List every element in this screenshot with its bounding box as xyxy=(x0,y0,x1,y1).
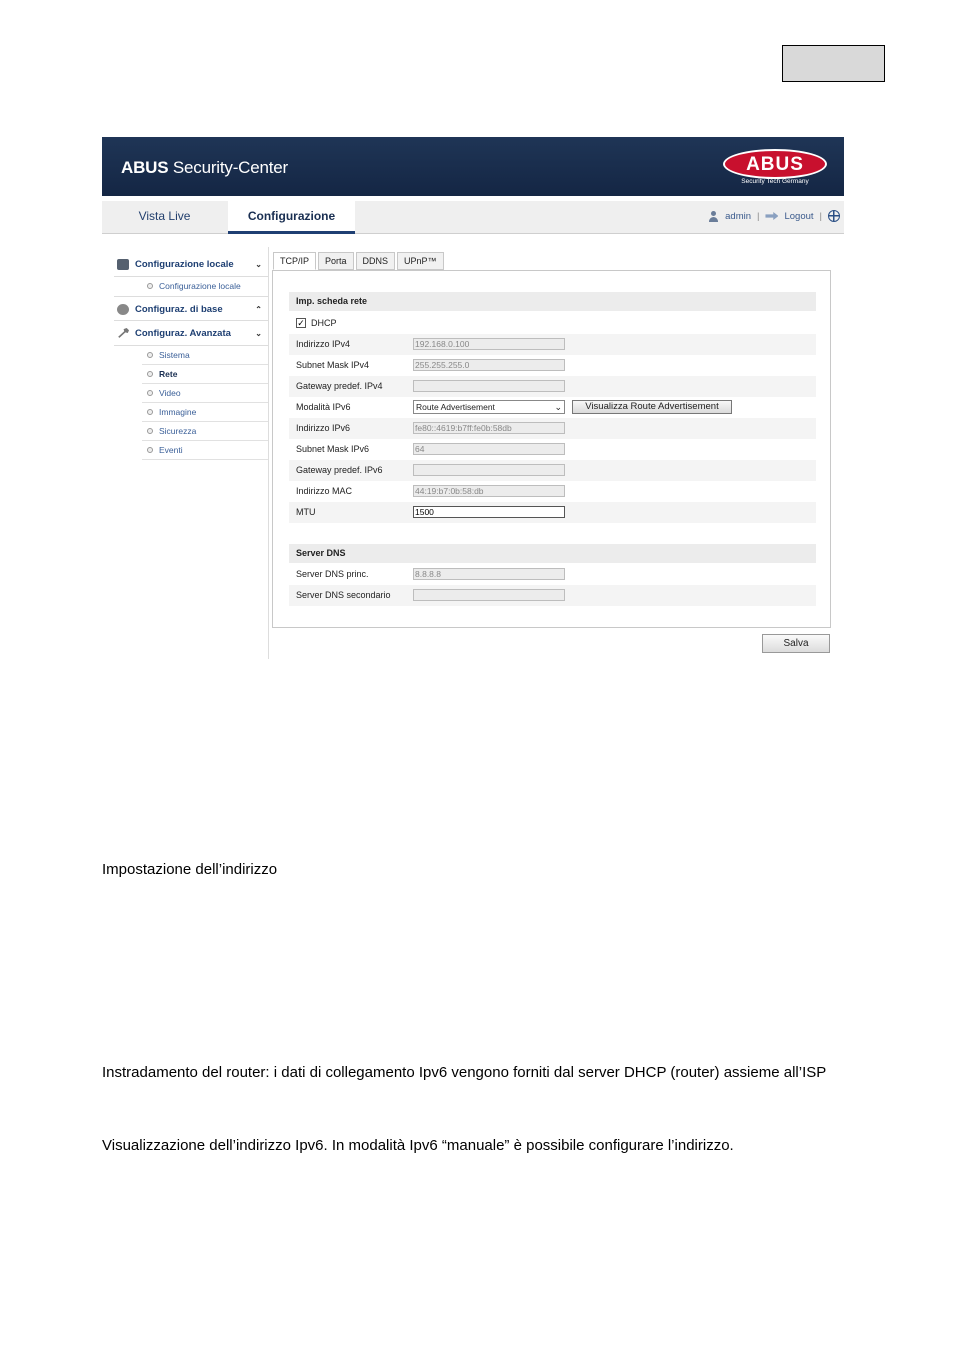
sidebar-group-basic-config[interactable]: Configuraz. di base ⌃ xyxy=(114,296,268,321)
gateway6-row: Gateway predef. IPv6 xyxy=(289,460,816,481)
user-area xyxy=(708,210,840,222)
ipv6-description: Visualizzazione dell’indirizzo Ipv6. In modalità Ipv6 “manuale” è possibile configurare l’indirizzo. xyxy=(102,1137,734,1154)
wrench-icon xyxy=(117,328,129,339)
mask4-row: Subnet Mask IPv4 255.255.255.0 xyxy=(289,355,816,376)
save-button[interactable]: Salva xyxy=(762,634,830,653)
logout-icon xyxy=(765,212,778,220)
nav-tab-configuration[interactable]: Configurazione xyxy=(228,201,355,234)
subnet-mask-ipv6-field[interactable]: 64 xyxy=(413,443,565,455)
dhcp-label: DHCP xyxy=(311,318,337,328)
page-number-box xyxy=(782,45,885,82)
mac-address-field[interactable]: 44:19:b7:0b:58:db xyxy=(413,485,565,497)
dns-primary-field[interactable]: 8.8.8.8 xyxy=(413,568,565,580)
separator: | xyxy=(757,210,760,222)
ipv6-field[interactable]: fe80::4619:b7ff:fe0b:58db xyxy=(413,422,565,434)
globe-icon[interactable] xyxy=(828,210,840,222)
gateway-ipv6-field[interactable] xyxy=(413,464,565,476)
dns-secondary-row: Server DNS secondario xyxy=(289,585,816,606)
sidebar-divider xyxy=(268,247,269,659)
sidebar xyxy=(114,252,268,460)
dns-section-title: Server DNS xyxy=(289,544,816,563)
ipv6-mode-row: Modalità IPv6 Route Advertisement ⌄ Visualizza Route Advertisement xyxy=(289,397,816,418)
bullet-icon xyxy=(147,352,153,358)
network-section-title: Imp. scheda rete xyxy=(289,292,816,311)
tab-port[interactable]: Porta xyxy=(318,252,354,270)
app-brand: ABUS Security-Center xyxy=(121,158,288,177)
dns-primary-row: Server DNS princ. 8.8.8.8 xyxy=(289,564,816,585)
mac-row: Indirizzo MAC 44:19:b7:0b:58:db xyxy=(289,481,816,502)
user-link[interactable]: admin xyxy=(725,210,751,222)
ipv4-row: Indirizzo IPv4 192.168.0.100 xyxy=(289,334,816,355)
sidebar-item-network[interactable]: Rete xyxy=(142,365,268,384)
tcpip-panel xyxy=(272,270,831,628)
logout-link[interactable]: Logout xyxy=(784,210,814,222)
gateway-ipv4-field[interactable] xyxy=(413,380,565,392)
sidebar-group-advanced-config[interactable]: Configuraz. Avanzata ⌄ xyxy=(114,321,268,346)
bullet-icon xyxy=(147,371,153,377)
ipv4-field[interactable]: 192.168.0.100 xyxy=(413,338,565,350)
mask6-row: Subnet Mask IPv6 64 xyxy=(289,439,816,460)
gateway4-row: Gateway predef. IPv4 xyxy=(289,376,816,397)
ipv6-row: Indirizzo IPv6 fe80::4619:b7ff:fe0b:58db xyxy=(289,418,816,439)
separator: | xyxy=(819,210,822,222)
dhcp-checkbox[interactable]: ✓ xyxy=(297,318,305,328)
monitor-icon xyxy=(117,259,129,270)
bullet-icon xyxy=(147,428,153,434)
router-description: Instradamento del router: i dati di collegamento Ipv6 vengono forniti dal server DHCP (router) assieme all’ISP xyxy=(102,1064,827,1081)
caption-address-setting: Impostazione dell’indirizzo xyxy=(102,861,278,878)
sidebar-item-security[interactable]: Sicurezza xyxy=(142,422,268,441)
tab-tcpip[interactable]: TCP/IP xyxy=(273,252,316,270)
abus-logo: ABUS Security Tech Germany xyxy=(723,149,827,187)
nav-tab-live-view[interactable]: Vista Live xyxy=(138,209,191,223)
subnet-mask-ipv4-field[interactable]: 255.255.255.0 xyxy=(413,359,565,371)
bullet-icon xyxy=(147,447,153,453)
chevron-up-icon: ⌃ xyxy=(255,305,262,314)
dns-secondary-field[interactable] xyxy=(413,589,565,601)
user-icon xyxy=(708,211,719,222)
sidebar-item-video[interactable]: Video xyxy=(142,384,268,403)
gear-icon xyxy=(117,304,129,315)
sidebar-item-image[interactable]: Immagine xyxy=(142,403,268,422)
tab-ddns[interactable]: DDNS xyxy=(356,252,396,270)
tab-upnp[interactable]: UPnP™ xyxy=(397,252,444,270)
sidebar-group-local-config[interactable]: Configurazione locale ⌄ xyxy=(114,252,268,277)
sidebar-item-local-config[interactable]: Configurazione locale xyxy=(142,277,268,296)
config-tabs xyxy=(273,252,444,270)
bullet-icon xyxy=(147,283,153,289)
dhcp-row xyxy=(289,313,816,334)
sidebar-item-events[interactable]: Eventi xyxy=(142,441,268,460)
chevron-down-icon: ⌄ xyxy=(255,329,262,338)
mtu-input[interactable]: 1500 xyxy=(413,506,565,518)
bullet-icon xyxy=(147,390,153,396)
top-nav xyxy=(102,201,844,234)
chevron-down-icon: ⌄ xyxy=(255,260,262,269)
show-route-advertisement-button[interactable]: Visualizza Route Advertisement xyxy=(572,400,732,414)
app-header xyxy=(102,137,844,196)
mtu-row: MTU 1500 xyxy=(289,502,816,523)
chevron-down-icon: ⌄ xyxy=(554,402,562,412)
ipv6-mode-select[interactable]: Route Advertisement ⌄ xyxy=(413,400,565,414)
web-ui-screenshot xyxy=(102,137,844,659)
sidebar-item-system[interactable]: Sistema xyxy=(142,346,268,365)
bullet-icon xyxy=(147,409,153,415)
